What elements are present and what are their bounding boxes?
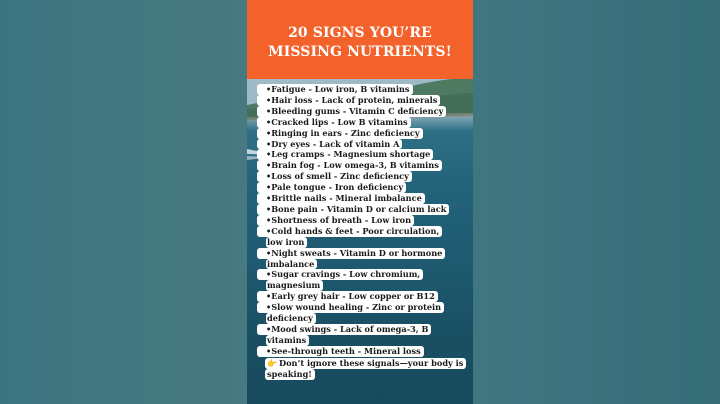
video-frame[interactable] <box>247 0 473 404</box>
list-item <box>266 95 473 106</box>
bullet-icon: • <box>266 105 272 116</box>
title-line-2: MISSING NUTRIENTS! <box>268 43 452 60</box>
list-item-text: Cold hands & feet - Poor circulation, <box>271 225 440 236</box>
bullet-icon: • <box>266 302 272 313</box>
list-item <box>266 204 473 215</box>
list-item <box>266 182 473 193</box>
bullet-icon: • <box>266 225 272 236</box>
list-item <box>266 171 473 182</box>
bullet-icon: • <box>266 214 272 225</box>
list-item <box>266 106 473 117</box>
list-item <box>266 226 473 248</box>
footer-line-1: Don’t ignore these signals—your body is <box>278 358 464 368</box>
bullet-icon: • <box>266 182 272 193</box>
list-item-text: deficiency <box>267 313 313 324</box>
list-item <box>266 291 473 302</box>
list-item <box>266 269 473 291</box>
list-item-text: Shortness of breath - Low iron <box>271 214 412 225</box>
list-item-text: Early grey hair - Low copper or B12 <box>271 291 435 302</box>
list-item-text: Pale tongue - Iron deficiency <box>271 182 404 193</box>
bullet-icon: • <box>266 247 272 258</box>
list-item <box>266 160 473 171</box>
list-item-text: Hair loss - Lack of protein, minerals <box>271 94 438 105</box>
list-item-text: Bone pain - Vitamin D or calcium lack <box>271 203 447 214</box>
list-item-text: Sugar cravings - Low chromium, <box>271 269 421 280</box>
bullet-icon: • <box>266 84 272 94</box>
list-item-text: imbalance <box>267 258 315 269</box>
bullet-icon: • <box>266 323 272 334</box>
footer-callout <box>266 358 473 380</box>
list-item <box>266 84 473 95</box>
list-item <box>266 324 473 346</box>
footer-line-2: speaking! <box>265 369 315 380</box>
list-item-text: Mood swings - Lack of omega-3, B <box>271 323 429 334</box>
bullet-icon: • <box>266 94 272 105</box>
signs-list <box>266 84 473 357</box>
list-item-text: magnesium <box>267 280 321 291</box>
bullet-icon: • <box>266 116 272 127</box>
bullet-icon: • <box>266 193 272 204</box>
list-item-text: Night sweats - Vitamin D or hormone <box>271 247 443 258</box>
list-item-text: low iron <box>267 236 305 247</box>
list-item <box>266 302 473 324</box>
list-item-text: See-through teeth - Mineral loss <box>271 345 421 356</box>
bullet-icon: • <box>266 269 272 280</box>
list-item-text: Cracked lips - Low B vitamins <box>271 116 408 127</box>
bullet-icon: • <box>266 127 272 138</box>
bullet-icon: • <box>266 160 272 171</box>
bullet-icon: • <box>266 203 272 214</box>
list-item <box>266 248 473 270</box>
bullet-icon: • <box>266 291 272 302</box>
list-item-text: Bleeding gums - Vitamin C deficiency <box>271 105 444 116</box>
list-item-text: Fatigue - Low iron, B vitamins <box>271 84 410 94</box>
list-item <box>266 346 473 357</box>
list-item <box>266 139 473 150</box>
list-item-text: Ringing in ears - Zinc deficiency <box>271 127 420 138</box>
list-item <box>266 149 473 160</box>
bullet-icon: • <box>266 171 272 182</box>
list-item-text: Brittle nails - Mineral imbalance <box>271 193 422 204</box>
list-item <box>266 193 473 204</box>
list-item-text: vitamins <box>267 334 307 345</box>
list-item-text: Slow wound healing - Zinc or protein <box>271 302 442 313</box>
list-item <box>266 117 473 128</box>
list-item-text: Dry eyes - Lack of vitamin A <box>271 138 400 149</box>
list-item-text: Brain fog - Low omega-3, B vitamins <box>271 160 439 171</box>
bullet-icon: • <box>266 149 272 160</box>
pointing-hand-icon: 👉 <box>267 358 277 368</box>
list-item <box>266 128 473 139</box>
list-item <box>266 215 473 226</box>
list-item-text: Loss of smell - Zinc deficiency <box>271 171 409 182</box>
title-banner <box>247 0 473 79</box>
bullet-icon: • <box>266 345 272 356</box>
list-item-text: Leg cramps - Magnesium shortage <box>271 149 431 160</box>
bullet-icon: • <box>266 138 272 149</box>
title-line-1: 20 SIGNS YOU’RE <box>288 24 432 41</box>
